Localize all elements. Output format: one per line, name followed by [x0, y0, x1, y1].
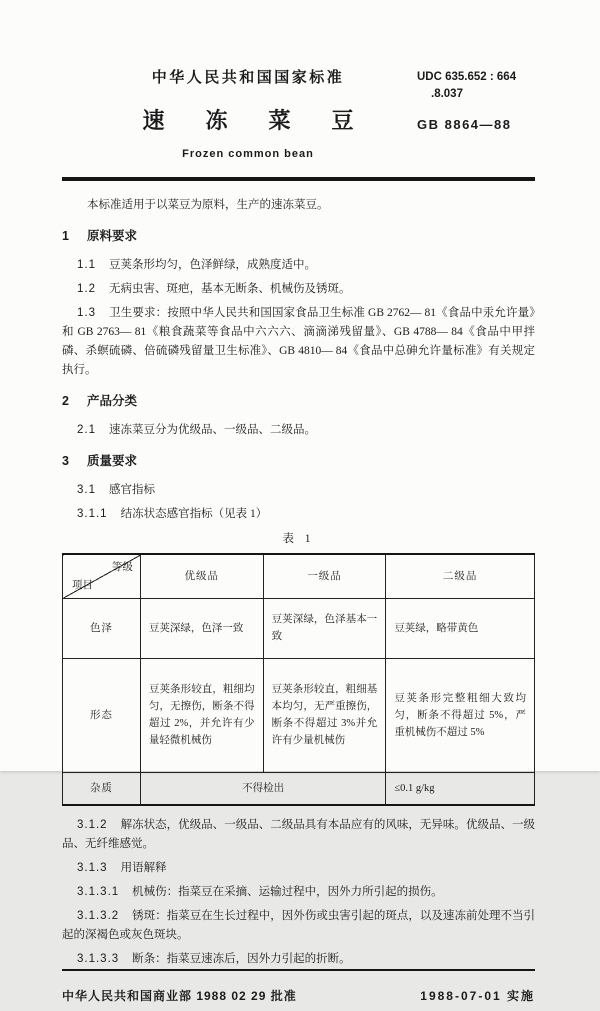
table-row-impurity [63, 772, 535, 805]
clause-3-1 [62, 481, 535, 500]
header-title-block [90, 66, 406, 160]
clause-text: 感官指标 [109, 484, 155, 496]
table-cell: 豆荚条形完整粗细大致均匀，断条不得超过 5%，严重机械伤不超过 5% [386, 658, 535, 772]
clause-1-2 [62, 280, 535, 299]
clause-number: 3.1.3 [77, 862, 108, 874]
clause-text: 卫生要求：按照中华人民共和国国家食品卫生标准 GB 2762— 81《食品中汞允许量》和 GB 2763— 81《粮食蔬菜等食品中六六六、滴滴涕残留量》、GB 4788— 84《食品中甲拌磷、杀螟硫磷、倍硫磷残留量卫生标准》、GB 4810— 84《食品中总砷允许量标准》有关规定执行。 [62, 307, 535, 376]
column-header-first-grade: 一级品 [263, 554, 386, 598]
clause-2-1 [62, 421, 535, 440]
table-cell: ≤0.1 g/kg [386, 772, 535, 805]
table-cell: 豆荚深绿，色泽基本一致 [263, 598, 386, 658]
footer-block [62, 969, 535, 1011]
table-row-shape [63, 658, 535, 772]
clause-number: 3.1.2 [77, 819, 108, 831]
clause-3-1-3-2 [62, 907, 535, 945]
clause-number: 1.1 [77, 259, 96, 271]
table-row-color [63, 598, 535, 658]
clause-text: 机械伤：指菜豆在采摘、运输过程中，因外力所引起的损伤。 [132, 886, 443, 898]
row-label-impurity: 杂质 [63, 772, 141, 805]
clause-text: 锈斑：指菜豆在生长过程中，因外伤或虫害引起的斑点，以及速冻前处理不当引起的深褐色或灰色斑块。 [62, 910, 535, 941]
approval-text: 中华人民共和国商业部 1988 02 29 批准 [62, 989, 297, 1003]
clause-text: 速冻菜豆分为优级品、一级品、二级品。 [109, 424, 316, 436]
udc-line1: UDC 635.652 : 664 [417, 71, 517, 83]
table-cell: 豆荚绿，略带黄色 [386, 598, 535, 658]
table-cell-merged: 不得检出 [140, 772, 385, 805]
clause-text: 结冻状态感官指标（见表 1） [120, 508, 268, 520]
clause-text: 豆荚条形均匀，色泽鲜绿，成熟度适中。 [109, 259, 316, 271]
section-heading-3 [62, 452, 535, 471]
document-title-english: Frozen common bean [182, 148, 314, 160]
clause-number: 3.1.3.3 [77, 953, 120, 965]
document-body [62, 181, 535, 969]
clause-text: 质量要求 [86, 454, 137, 468]
section-heading-1 [62, 227, 535, 246]
clause-3-1-2 [62, 816, 535, 854]
national-standard-label: 中华人民共和国国家标准 [151, 69, 345, 86]
clause-number: 3.1.3.1 [77, 886, 120, 898]
clause-number: 1.2 [77, 283, 96, 295]
table-cell: 豆荚深绿，色泽一致 [140, 598, 263, 658]
clause-number: 2.1 [77, 424, 96, 436]
clause-1-1 [62, 256, 535, 275]
scope-paragraph: 本标准适用于以菜豆为原料，生产的速冻菜豆。 [87, 199, 329, 211]
table-header-row [63, 554, 535, 598]
document-header [62, 66, 535, 160]
sensory-indicator-table [62, 553, 535, 806]
clause-number: 1.3 [77, 307, 96, 319]
udc-line2: .8.037 [431, 88, 463, 101]
corner-cell [63, 554, 141, 598]
row-label-shape: 形态 [63, 658, 141, 772]
column-header-premium: 优级品 [140, 554, 263, 598]
footer [62, 971, 535, 1011]
udc-number [417, 69, 535, 104]
clause-text: 解冻状态，优级品、一级品、二级品具有本品应有的风味，无异味。优级品、一级品、无纤维感觉。 [62, 819, 535, 850]
corner-label-item: 项目 [72, 579, 93, 591]
clause-text: 产品分类 [86, 394, 137, 408]
column-header-second-grade: 二级品 [386, 554, 535, 598]
clause-3-1-3-3 [62, 950, 535, 969]
clause-text: 用语解释 [120, 862, 167, 874]
clause-number: 1 [62, 229, 70, 243]
clause-3-1-1 [62, 505, 535, 524]
clause-text: 无病虫害、斑疤，基本无断条、机械伤及锈斑。 [109, 283, 351, 295]
clause-number: 3.1.1 [77, 508, 108, 520]
table-cell: 豆荚条形较直，粗细基本均匀，无严重擦伤，断条不得超过 3%并允许有少量机械伤 [263, 658, 386, 772]
corner-label-grade: 等级 [111, 562, 133, 573]
clause-1-3 [62, 304, 535, 380]
row-label-color: 色泽 [63, 598, 141, 658]
clause-number: 2 [62, 394, 70, 408]
table-cell: 豆荚条形较直，粗细均匀，无擦伤，断条不得超过 2%，并允许有少量轻微机械伤 [140, 658, 263, 772]
standard-code: GB 8864—88 [417, 116, 512, 132]
clause-text: 断条：指菜豆速冻后，因外力引起的折断。 [132, 953, 351, 965]
clause-number: 3 [62, 454, 70, 468]
clause-3-1-3-1 [62, 883, 535, 902]
section-heading-2 [62, 392, 535, 411]
document-title: 速冻菜豆 [142, 108, 395, 133]
header-code-block [417, 66, 535, 132]
clause-text: 原料要求 [86, 229, 137, 243]
table-caption: 表 1 [282, 533, 315, 545]
clause-3-1-3 [62, 859, 535, 878]
clause-number: 3.1 [77, 484, 96, 496]
clause-number: 3.1.3.2 [77, 910, 120, 922]
implementation-text: 1988-07-01 实施 [420, 989, 535, 1003]
